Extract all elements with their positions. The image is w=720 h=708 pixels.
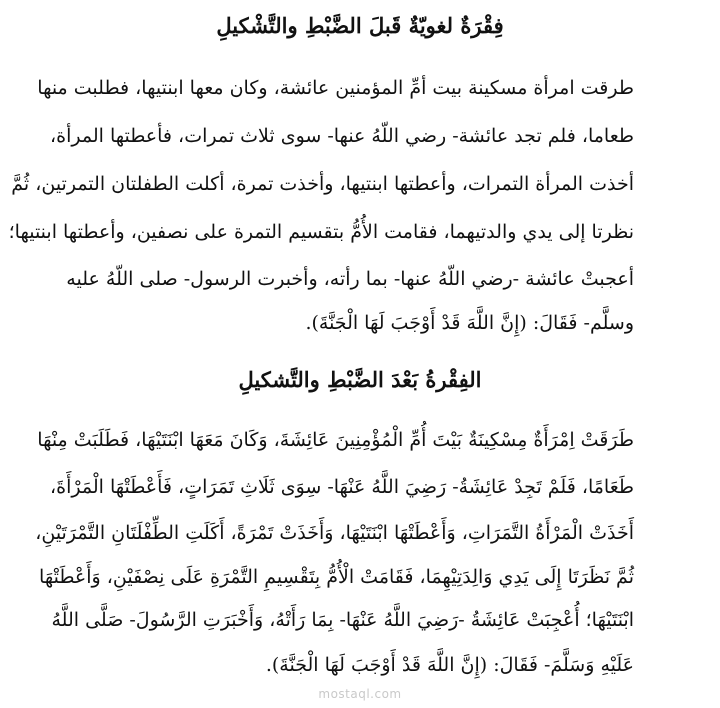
- watermark: mostaql.com: [318, 687, 402, 701]
- paragraph-after-line-3: أَخَذَتْ الْمَرْأَةُ التَّمَرَاتِ، وَأَعْطَتْهَا ابْنَتَيْهَا، وَأَخَذَتْ تَمْرَةً، أَكَلَتِ الطِّفْلَتَانِ التَّمْرَتَيْنِ،: [35, 522, 634, 544]
- section-title-before: فِقْرَةٌ لغويّةٌ قَبلَ الضَّبْطِ والتَّشْكيلِ: [216, 13, 504, 38]
- paragraph-after-line-2: طَعَامًا، فَلَمْ تَجِدْ عَائِشَةُ- رَضِيَ اللَّهُ عَنْهَا- سِوَى ثَلَاثِ تَمَرَاتٍ، فَأَعْطَتْهَا الْمَرْأَةَ،: [50, 476, 634, 498]
- paragraph-before-line-5: أعجبتْ عائشة -رضي اللّهُ عنها- بما رأته، وأخبرت الرسول- صلى اللّهُ عليه: [66, 268, 634, 290]
- paragraph-before-line-4: نظرتا إلى يدي والدتيهما، فقامت الأُمُّ بتقسيم التمرة على نصفين، وأعطتها ابنتيها؛: [8, 221, 634, 243]
- section-title-after: الفِقْرةُ بَعْدَ الضَّبْطِ والتَّشكيلِ: [238, 367, 482, 392]
- paragraph-before-line-1: طرقت امرأة مسكينة بيت أمِّ المؤمنين عائشة، وكان معها ابنتيها، فطلبت منها: [37, 77, 634, 99]
- paragraph-after-line-6: عَلَيْهِ وَسَلَّمَ- فَقَالَ: (إِنَّ اللَّهَ قَدْ أَوْجَبَ لَهَا الْجَنَّةَ).: [265, 654, 634, 676]
- paragraph-before-line-3: أخذت المرأة التمرات، وأعطتها ابنتيها، وأخذت تمرة، أكلت الطفلتان التمرتين، ثُمَّ: [11, 173, 634, 195]
- paragraph-after-line-1: طَرَقَتْ اِمْرَأَةٌ مِسْكِينَةٌ بَيْتَ أُمِّ الْمُؤْمِنِينَ عَائِشَةَ، وَكَانَ مَعَهَا ابْنَتَيْهَا، فَطَلَبَتْ مِنْهَا: [37, 429, 634, 451]
- paragraph-after-line-4: ثُمَّ نَظَرَتَا إِلَى يَدِي وَالِدَتِيْهِمَا، فَقَامَتْ الْأُمُّ بِتَقْسِيمِ التَّمْرَةِ عَلَى نِصْفَيْنِ، وَأَعْطَتْهَا: [39, 566, 634, 588]
- paragraph-before-line-2: طعاما، فلم تجد عائشة- رضي اللّهُ عنها- سوى ثلاث تمرات، فأعطتها المرأة،: [50, 125, 634, 147]
- paragraph-after-line-5: ابْنَتَيْهَا؛ أُعْجِبَتْ عَائِشَةُ -رَضِيَ اللَّهُ عَنْهَا- بِمَا رَأَتْهُ، وَأَخْبَرَتِ الرَّسُولَ- صَلَّى اللَّهُ: [51, 609, 634, 631]
- paragraph-before-line-6: وسلَّم- فَقَالَ: (إِنَّ اللَّهَ قَدْ أَوْجَبَ لَهَا الْجَنَّةَ).: [305, 312, 634, 334]
